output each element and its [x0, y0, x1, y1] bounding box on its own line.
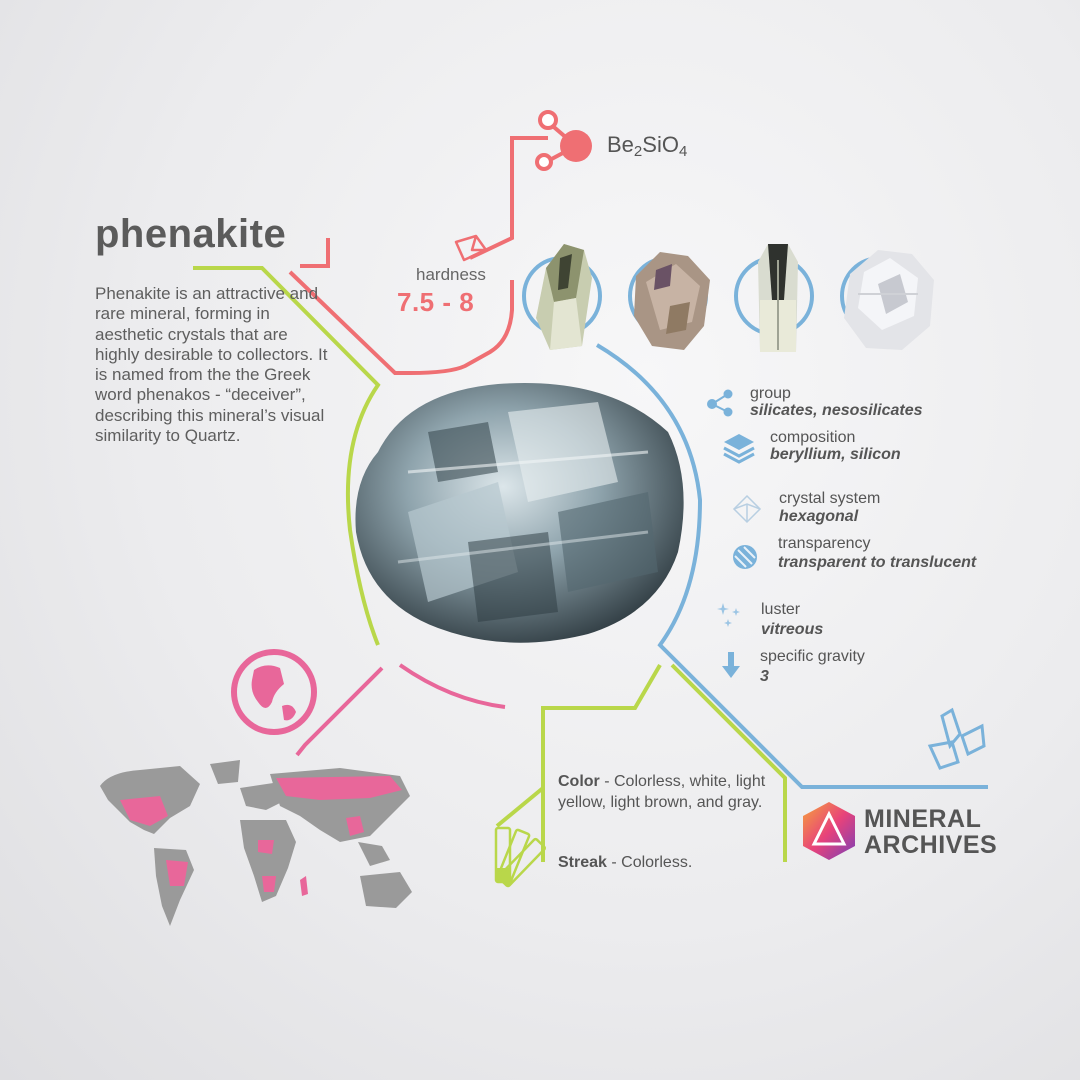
mineral-archives-logo	[800, 800, 858, 862]
crystal-system-label: crystal system	[779, 490, 881, 507]
color-description: Color - Colorless, white, light yellow, light brown, and gray.	[558, 773, 766, 811]
transparency-label: transparency	[778, 535, 871, 552]
crystal-cluster-icon	[922, 706, 992, 776]
globe-icon	[226, 644, 322, 740]
mineral-description: Phenakite is an attractive and rare mineral, forming in aesthetic crystals that are highly desirable to collectors. It is named from the the Greek word phenakos - “deceiver”, describing this mineral’s visual similarity to Quartz.	[95, 284, 328, 446]
transparency-value: transparent to translucent	[778, 554, 977, 571]
hardness-value: 7.5 - 8	[397, 287, 475, 317]
mineral-title: phenakite	[95, 212, 287, 256]
world-map	[90, 756, 420, 936]
composition-label: composition	[770, 429, 856, 446]
specimen-image-1	[520, 238, 610, 358]
network-icon	[704, 388, 736, 418]
brand-name-line2: ARCHIVES	[864, 831, 998, 859]
luster-label: luster	[761, 601, 801, 618]
specimen-image-3	[738, 240, 818, 360]
streak-description: Streak - Colorless.	[558, 854, 693, 871]
group-value: silicates, nesosilicates	[750, 402, 923, 419]
chemical-formula: $Be_2SiO_4$	[607, 132, 688, 160]
specimen-image-4	[838, 244, 938, 356]
phenakite-crystal-image	[348, 372, 693, 652]
gem-outline-icon	[450, 232, 490, 264]
sparkle-icon	[714, 600, 744, 630]
molecule-icon	[530, 106, 592, 172]
specimen-image-2	[626, 246, 716, 358]
specific-gravity-label: specific gravity	[760, 648, 865, 665]
composition-value: beryllium, silicon	[770, 446, 901, 463]
group-label: group	[750, 385, 791, 402]
transparency-icon	[730, 542, 760, 572]
crystal-system-value: hexagonal	[779, 508, 859, 525]
luster-value: vitreous	[761, 621, 824, 638]
specific-gravity-value: 3	[760, 668, 769, 685]
brand-name-line1: MINERAL	[864, 805, 982, 833]
down-arrow-icon	[720, 650, 742, 680]
color-swatch-icon	[490, 822, 550, 888]
layers-icon	[722, 432, 756, 466]
crystal-outline-icon	[732, 494, 762, 524]
hardness-label: hardness	[416, 265, 486, 284]
